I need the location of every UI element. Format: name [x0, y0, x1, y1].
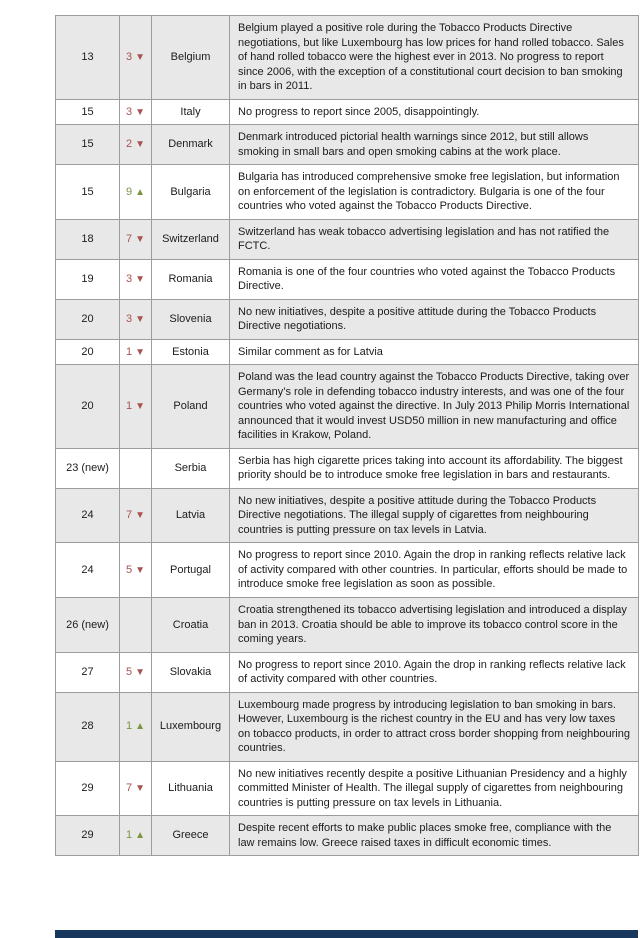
rank-down-icon: ▼ [135, 106, 146, 118]
change-value: 9 [125, 185, 133, 198]
country-cell: Serbia [152, 448, 230, 488]
bottom-navy-bar [55, 930, 638, 938]
change-cell [120, 259, 152, 299]
change-value: 1 [125, 400, 133, 413]
change-value: 7 [125, 232, 133, 245]
comment-cell: Serbia has high cigarette prices taking into account its affordability. The biggest priority should be to introduce smoke free legislation in bars and restaurants. [230, 448, 639, 488]
rank-cell: 15 [56, 125, 120, 165]
change-cell [120, 339, 152, 365]
comment-cell: No progress to report since 2010. Again the drop in ranking reflects relative lack of activity compared with other countries. In particular, efforts should be made to introduce smoke free legislation as soon as possible. [230, 543, 639, 598]
table-row [56, 761, 639, 816]
rank-down-icon: ▼ [135, 273, 146, 285]
table-row [56, 16, 639, 100]
rank-cell: 20 [56, 299, 120, 339]
table-row [56, 219, 639, 259]
rank-down-icon: ▼ [135, 564, 146, 576]
comment-cell: Switzerland has weak tobacco advertising legislation and has not ratified the FCTC. [230, 219, 639, 259]
change-cell [120, 761, 152, 816]
change-cell [120, 597, 152, 652]
table-row [56, 299, 639, 339]
country-cell: Greece [152, 816, 230, 856]
country-cell: Romania [152, 259, 230, 299]
change-value: 3 [125, 272, 133, 285]
change-value: 7 [125, 509, 133, 522]
rank-down-icon: ▼ [135, 139, 146, 151]
change-cell [120, 692, 152, 761]
rank-up-icon: ▲ [135, 830, 146, 842]
comment-cell: Bulgaria has introduced comprehensive smoke free legislation, but information on enforcement of the legislation is contradictory. Bulgaria is one of the four countries who voted against the Tobacco Products Directive. [230, 165, 639, 220]
change-cell [120, 488, 152, 543]
country-cell: Italy [152, 99, 230, 125]
country-cell: Latvia [152, 488, 230, 543]
comment-cell: No new initiatives recently despite a positive Lithuanian Presidency and a highly committed Minister of Health. The illegal supply of cigarettes from neighbouring countries is putting pressure on tax levels in Lithuania. [230, 761, 639, 816]
rank-cell: 20 [56, 339, 120, 365]
table-row [56, 99, 639, 125]
rank-cell: 13 [56, 16, 120, 100]
rank-cell: 23 (new) [56, 448, 120, 488]
rank-cell: 26 (new) [56, 597, 120, 652]
rank-cell: 29 [56, 816, 120, 856]
change-cell [120, 165, 152, 220]
table-row [56, 125, 639, 165]
table-row [56, 339, 639, 365]
change-cell [120, 543, 152, 598]
rank-up-icon: ▲ [135, 721, 146, 733]
comment-cell: No progress to report since 2010. Again the drop in ranking reflects relative lack of activity compared with other countries. [230, 652, 639, 692]
table-row [56, 165, 639, 220]
rank-cell: 29 [56, 761, 120, 816]
change-cell [120, 99, 152, 125]
change-value: 1 [125, 829, 133, 842]
country-cell: Croatia [152, 597, 230, 652]
rank-cell: 18 [56, 219, 120, 259]
table-row [56, 652, 639, 692]
rank-down-icon: ▼ [135, 783, 146, 795]
change-value: 2 [125, 138, 133, 151]
rank-cell: 24 [56, 543, 120, 598]
change-cell [120, 652, 152, 692]
rank-down-icon: ▼ [135, 346, 146, 358]
table-row [56, 597, 639, 652]
rank-cell: 15 [56, 165, 120, 220]
table-row [56, 365, 639, 449]
rank-cell: 27 [56, 652, 120, 692]
country-cell: Denmark [152, 125, 230, 165]
country-cell: Slovenia [152, 299, 230, 339]
ranking-table-body [56, 16, 639, 856]
rank-cell: 24 [56, 488, 120, 543]
country-cell: Slovakia [152, 652, 230, 692]
rank-cell: 28 [56, 692, 120, 761]
change-value: 3 [125, 51, 133, 64]
comment-cell: Luxembourg made progress by introducing legislation to ban smoking in bars. However, Luxembourg is the richest country in the EU and has very low taxes on tobacco products, in order to attract cross border shopping from neighbouring countries. [230, 692, 639, 761]
country-ranking-table [55, 15, 639, 856]
change-value: 5 [125, 665, 133, 678]
country-cell: Switzerland [152, 219, 230, 259]
rank-up-icon: ▲ [135, 186, 146, 198]
comment-cell: Denmark introduced pictorial health warnings since 2012, but still allows smoking in small bars and open smoking cabins at the work place. [230, 125, 639, 165]
change-value: 5 [125, 563, 133, 576]
rank-cell: 20 [56, 365, 120, 449]
comment-cell: No progress to report since 2005, disappointingly. [230, 99, 639, 125]
rank-down-icon: ▼ [135, 401, 146, 413]
comment-cell: No new initiatives, despite a positive attitude during the Tobacco Products Directive negotiations. [230, 299, 639, 339]
country-cell: Bulgaria [152, 165, 230, 220]
comment-cell: Croatia strengthened its tobacco advertising legislation and introduced a display ban in 2013. Croatia should be able to improve its tobacco control score in the coming years. [230, 597, 639, 652]
change-value: 3 [125, 105, 133, 118]
country-cell: Luxembourg [152, 692, 230, 761]
table-row [56, 259, 639, 299]
country-cell: Belgium [152, 16, 230, 100]
comment-cell: Similar comment as for Latvia [230, 339, 639, 365]
change-cell [120, 125, 152, 165]
comment-cell: No new initiatives, despite a positive attitude during the Tobacco Products Directive negotiations. The illegal supply of cigarettes from neighbouring countries is putting pressure on tax levels in Latvia. [230, 488, 639, 543]
table-row [56, 488, 639, 543]
rank-cell: 19 [56, 259, 120, 299]
country-cell: Estonia [152, 339, 230, 365]
rank-down-icon: ▼ [135, 233, 146, 245]
change-cell [120, 448, 152, 488]
change-cell [120, 365, 152, 449]
rank-cell: 15 [56, 99, 120, 125]
table-row [56, 543, 639, 598]
table-row [56, 816, 639, 856]
table-row [56, 448, 639, 488]
rank-down-icon: ▼ [135, 313, 146, 325]
change-value: 1 [125, 345, 133, 358]
comment-cell: Romania is one of the four countries who voted against the Tobacco Products Directive. [230, 259, 639, 299]
change-value: 1 [125, 720, 133, 733]
change-cell [120, 816, 152, 856]
rank-down-icon: ▼ [135, 510, 146, 522]
country-cell: Poland [152, 365, 230, 449]
change-value: 7 [125, 782, 133, 795]
country-cell: Portugal [152, 543, 230, 598]
comment-cell: Belgium played a positive role during the Tobacco Products Directive negotiations, but like Luxembourg has low prices for hand rolled tobacco. Sales of hand rolled tobacco were the highest ever in 2013. No progress to report since 2006, with the exception of a constitutional court decision to ban smoking in bars in 2011. [230, 16, 639, 100]
comment-cell: Poland was the lead country against the Tobacco Products Directive, taking over Germany’s role in defending tobacco industry interests, and was one of the four countries who voted against the directive. In July 2013 Philip Morris International announced that it would invest USD50 million in new manufacturing and office facilities in Krakow, Poland. [230, 365, 639, 449]
change-value: 3 [125, 312, 133, 325]
change-cell [120, 299, 152, 339]
comment-cell: Despite recent efforts to make public places smoke free, compliance with the law remains low. Greece raised taxes in difficult economic times. [230, 816, 639, 856]
rank-down-icon: ▼ [135, 52, 146, 64]
country-cell: Lithuania [152, 761, 230, 816]
rank-down-icon: ▼ [135, 666, 146, 678]
change-cell [120, 219, 152, 259]
table-row [56, 692, 639, 761]
change-cell [120, 16, 152, 100]
